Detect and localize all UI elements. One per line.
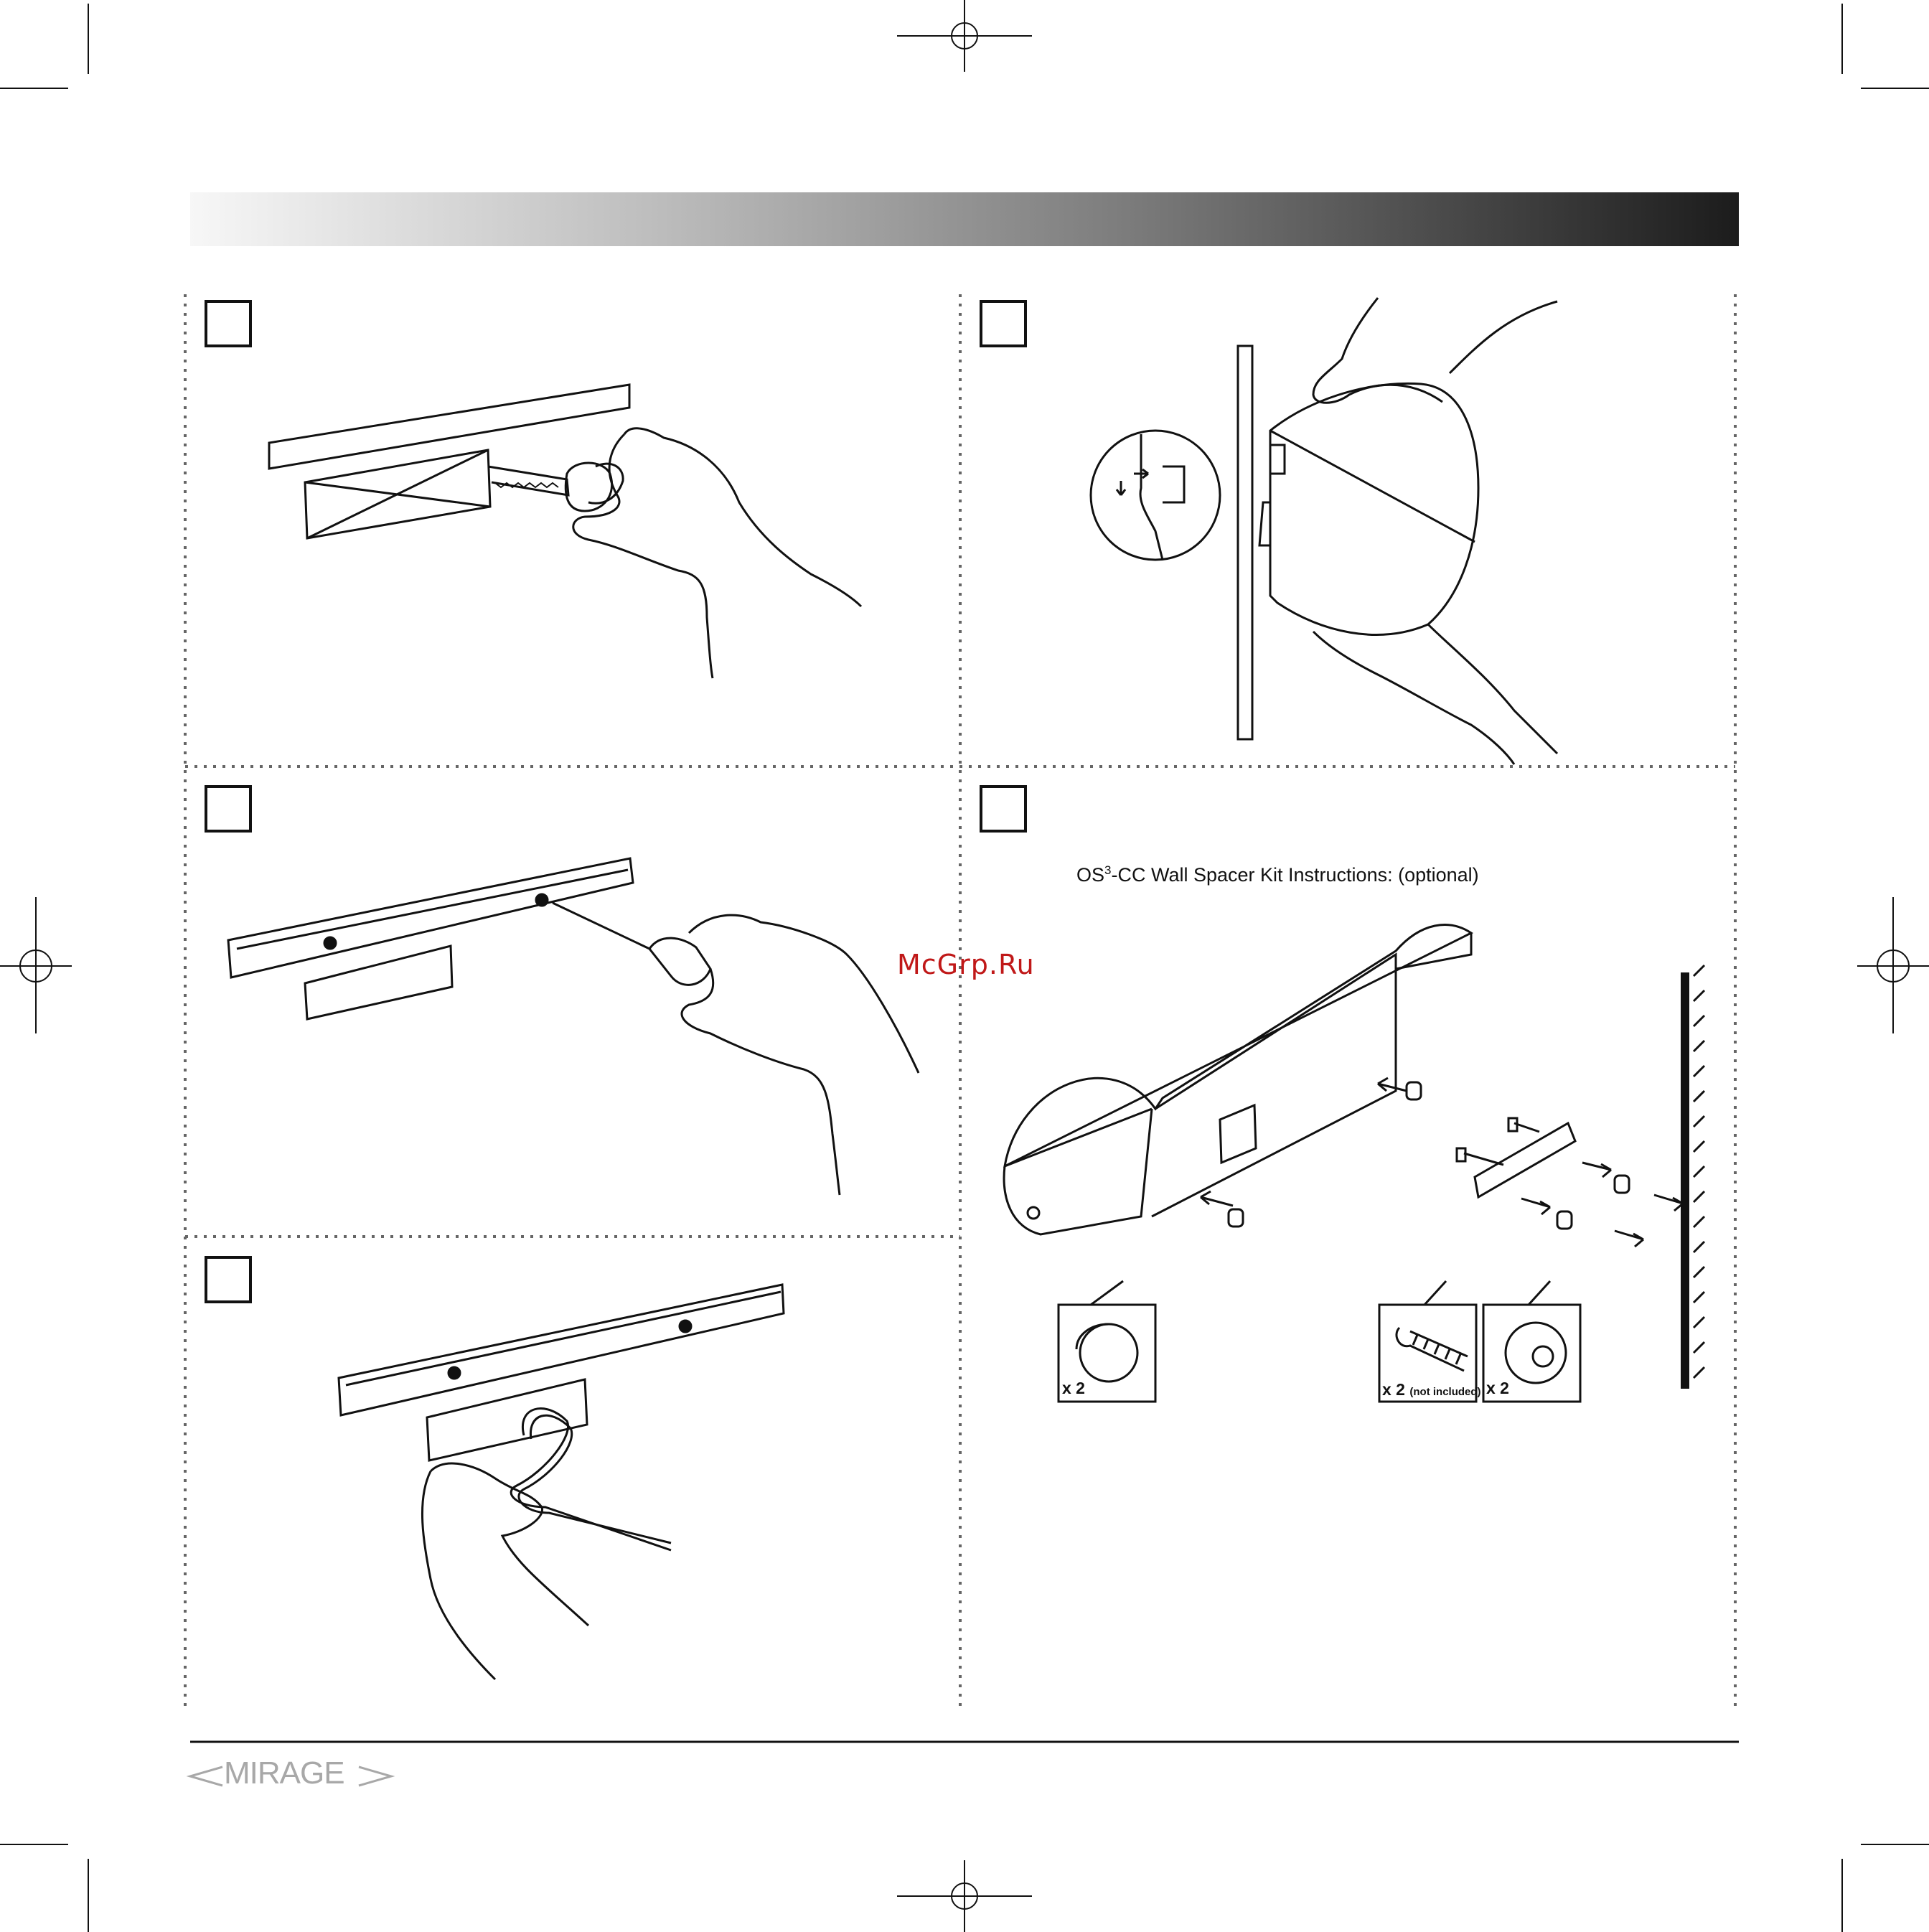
panel-route-wires-illustration xyxy=(339,1285,784,1679)
panel-fasten-bracket-illustration xyxy=(228,858,919,1195)
kit-title-suffix: -CC Wall Spacer Kit Instructions: (optional) xyxy=(1111,864,1479,886)
quantity-label: x 2 xyxy=(1486,1379,1509,1397)
step-box-fasten-bracket xyxy=(205,785,252,833)
panel-mount-speaker-illustration xyxy=(1091,298,1557,764)
header-gradient-bar xyxy=(190,192,1739,246)
step-box-cut-hole xyxy=(205,300,252,347)
kit-title-prefix: OS xyxy=(1076,864,1105,886)
part-quantity xyxy=(1062,1379,1085,1398)
step-box-mount-speaker xyxy=(980,300,1027,347)
panel-spacer-kit-illustration xyxy=(1004,925,1704,1389)
quantity-label: x 2 xyxy=(1382,1380,1405,1399)
kit-title-superscript: 3 xyxy=(1104,863,1112,877)
panel-cut-hole-illustration xyxy=(269,385,861,678)
spacer-kit-title xyxy=(1076,863,1478,886)
panel-dividers xyxy=(185,294,1735,1707)
quantity-note: (not included) xyxy=(1409,1386,1481,1398)
quantity-label: x 2 xyxy=(1062,1379,1085,1397)
brand-logo-text: MIRAGE xyxy=(224,1755,344,1791)
part-quantity xyxy=(1382,1380,1481,1399)
step-box-route-wires xyxy=(205,1256,252,1303)
step-box-spacer-kit xyxy=(980,785,1027,833)
part-quantity xyxy=(1486,1379,1509,1398)
watermark: McGrp.Ru xyxy=(897,949,1035,980)
